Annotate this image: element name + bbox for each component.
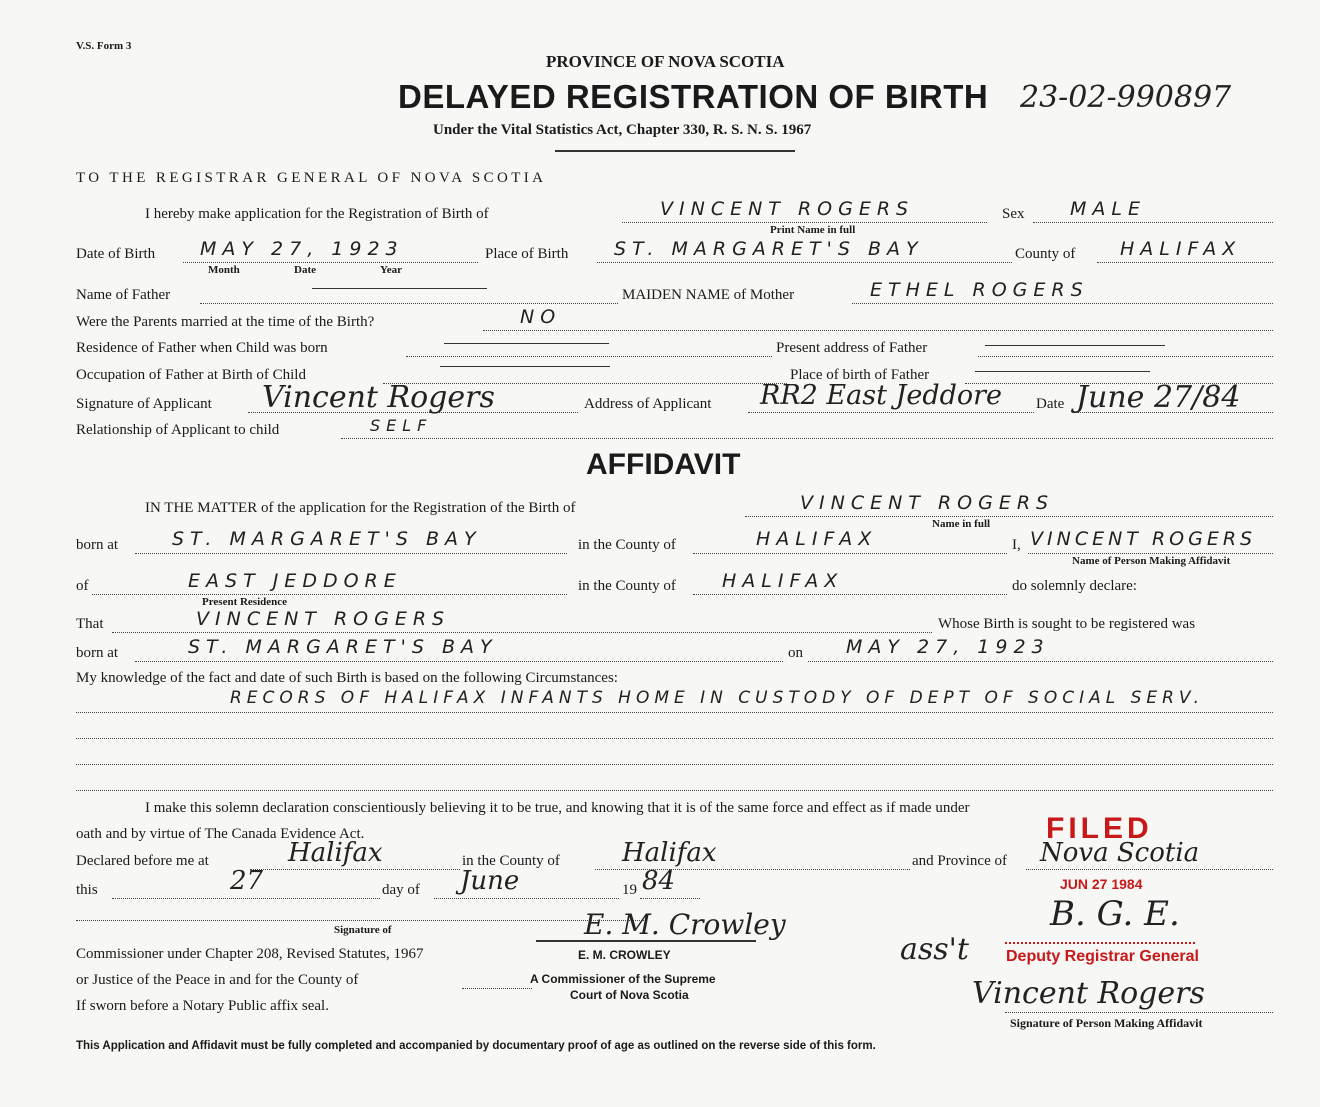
born-at-value: ST. MARGARET'S BAY (172, 528, 482, 550)
in-county-label-3: in the County of (462, 853, 560, 869)
that-line (112, 632, 932, 633)
that-label: That (76, 616, 104, 632)
year-value: 84 (642, 866, 676, 896)
declare-label: do solemnly declare: (1012, 578, 1137, 594)
circumstances-line-4 (76, 790, 1273, 791)
county-label: County of (1015, 246, 1076, 262)
relationship-value: SELF (370, 416, 433, 435)
deponent-line (1028, 553, 1273, 554)
born-at-label: born at (76, 537, 119, 553)
on-line (808, 661, 1273, 662)
province-label: and Province of (912, 853, 1007, 869)
married-value: NO (520, 306, 562, 328)
place-label: Place of Birth (485, 246, 569, 262)
commissioner-line: Commissioner under Chapter 208, Revised Statutes, 1967 (76, 946, 424, 962)
dob-value: MAY 27, 1923 (200, 238, 404, 260)
month-value: June (460, 866, 520, 896)
in-county-label: in the County of (578, 537, 676, 553)
date-label: Date (1036, 396, 1065, 412)
circumstances-line-3 (76, 764, 1273, 765)
place-line (597, 262, 1012, 263)
deponent-signature-line (1005, 1012, 1273, 1013)
child-name-value: VINCENT ROGERS (660, 198, 915, 220)
justice-dots (462, 988, 532, 989)
dob-line (183, 262, 478, 263)
county-line-3 (693, 594, 1007, 595)
residence-hint: Present Residence (202, 596, 288, 608)
sex-label: Sex (1002, 206, 1025, 222)
date-value: June 27/84 (1076, 380, 1241, 415)
place-value: ST. MARGARET'S BAY (614, 238, 924, 260)
that-value: VINCENT ROGERS (196, 608, 451, 630)
father-label: Name of Father (76, 287, 171, 303)
of-label: of (76, 578, 89, 594)
county-value-3: HALIFAX (722, 570, 844, 592)
deputy-registrar-title: Deputy Registrar General (1006, 948, 1199, 965)
stamp-name: E. M. CROWLEY (578, 948, 671, 962)
born-at-label-2: born at (76, 645, 119, 661)
commissioner-signature-line (76, 920, 646, 921)
i-label: I, (1012, 537, 1021, 553)
registrar-initials: B. G. E. (1050, 894, 1180, 934)
affidavit-name-value: VINCENT ROGERS (800, 492, 1055, 514)
father-strike-line (312, 288, 487, 289)
province-line (1026, 869, 1273, 870)
notary-line: If sworn before a Notary Public affix seal. (76, 998, 329, 1014)
affidavit-heading: AFFIDAVIT (586, 448, 741, 481)
form-title: DELAYED REGISTRATION OF BIRTH (398, 78, 989, 115)
registrar-dots (1005, 942, 1195, 944)
declaration-line-1: I make this solemn declaration conscientiously believing it to be true, and knowing that it is of the same force and effect as if made under (145, 800, 970, 816)
present-address-label: Present address of Father (776, 340, 928, 356)
residence-father-label: Residence of Father when Child was born (76, 340, 328, 356)
deponent-value: VINCENT ROGERS (1030, 528, 1257, 550)
signature-of-hint: Signature of (334, 924, 392, 936)
circumstances-value: RECORS OF HALIFAX INFANTS HOME IN CUSTODY OF DEPT OF SOCIAL SERV. (230, 688, 1205, 708)
residence-father-line (406, 356, 772, 357)
present-address-line (978, 356, 1273, 357)
declared-at-line (250, 869, 460, 870)
title-underline (555, 150, 795, 152)
circumstances-line-2 (76, 738, 1273, 739)
declared-label: Declared before me at (76, 853, 209, 869)
month-hint: Month (208, 264, 240, 276)
place-birth-father-label: Place of birth of Father (790, 367, 930, 383)
place-birth-father-strike (975, 371, 1150, 372)
knowledge-label: My knowledge of the fact and date of such Birth is based on the following Circumstances: (76, 670, 618, 686)
date-hint: Date (294, 264, 316, 276)
residence-strike-line (444, 343, 609, 344)
born-at-line (135, 553, 567, 554)
affidavit-name-line (745, 516, 1273, 517)
mother-value: ETHEL ROGERS (870, 279, 1089, 301)
deponent-signature-label: Signature of Person Making Affidavit (1010, 1016, 1203, 1030)
relationship-line (341, 438, 1273, 439)
sex-line (1033, 222, 1273, 223)
mother-line (852, 303, 1273, 304)
commissioner-signature: E. M. Crowley (584, 908, 786, 941)
affidavit-intro: IN THE MATTER of the application for the Registration of the Birth of (145, 500, 576, 516)
father-line (200, 303, 618, 304)
stamp-line-2: Court of Nova Scotia (570, 988, 689, 1002)
county-value: HALIFAX (1120, 238, 1242, 260)
filed-stamp: FILED (1046, 812, 1153, 845)
day-of-label: day of (382, 882, 420, 898)
in-county-label-2: in the County of (578, 578, 676, 594)
declared-county-value: Halifax (622, 838, 717, 868)
month-line (434, 898, 619, 899)
sig-applicant-label: Signature of Applicant (76, 396, 212, 412)
declared-at-value: Halifax (288, 838, 383, 868)
form-subtitle: Under the Vital Statistics Act, Chapter 330, R. S. N. S. 1967 (433, 122, 812, 138)
province-heading: PROVINCE OF NOVA SCOTIA (546, 52, 785, 71)
day-value: 27 (230, 866, 264, 896)
deponent-hint: Name of Person Making Affidavit (1072, 555, 1231, 567)
address-applicant-label: Address of Applicant (584, 396, 712, 412)
sex-value: MALE (1070, 198, 1146, 220)
application-intro: I hereby make application for the Registration of Birth of (145, 206, 489, 222)
stamp-line-1: A Commissioner of the Supreme (530, 972, 716, 986)
declaration-line-2: oath and by virtue of The Canada Evidence Act. (76, 826, 365, 842)
county-line (1097, 262, 1273, 263)
year-line (640, 898, 700, 899)
year-hint: Year (380, 264, 402, 276)
born-at-value-2: ST. MARGARET'S BAY (188, 636, 498, 658)
whose-birth-label: Whose Birth is sought to be registered was (938, 616, 1196, 632)
relationship-label: Relationship of Applicant to child (76, 422, 280, 438)
county-value-2: HALIFAX (756, 528, 878, 550)
mother-label: MAIDEN NAME of Mother (622, 287, 795, 303)
day-line (112, 898, 380, 899)
justice-line: or Justice of the Peace in and for the County of (76, 972, 359, 988)
dob-label: Date of Birth (76, 246, 156, 262)
applicant-signature: Vincent Rogers (262, 380, 495, 415)
married-label: Were the Parents married at the time of the Birth? (76, 314, 375, 330)
registration-number: 23-02-990897 (1020, 80, 1232, 115)
child-name-line (622, 222, 987, 223)
this-label: this (76, 882, 98, 898)
residence-line (92, 594, 567, 595)
province-value: Nova Scotia (1040, 838, 1200, 868)
footer-note: This Application and Affidavit must be fully completed and accompanied by documentary proof of age as outlined on the reverse side of this form. (76, 1040, 876, 1052)
occupation-label: Occupation of Father at Birth of Child (76, 367, 306, 383)
on-value: MAY 27, 1923 (846, 636, 1050, 658)
born-at-line-2 (135, 661, 783, 662)
circumstances-line-1 (76, 712, 1273, 713)
addressee: TO THE REGISTRAR GENERAL OF NOVA SCOTIA (76, 170, 547, 186)
present-address-strike (985, 345, 1165, 346)
name-in-full-hint: Name in full (932, 518, 991, 530)
county-line-2 (693, 553, 1007, 554)
on-label: on (788, 645, 803, 661)
occupation-strike (440, 366, 610, 367)
year-prefix: 19 (622, 882, 637, 898)
asst-note: ass't (900, 932, 969, 967)
address-applicant-line (748, 412, 1034, 413)
residence-value: EAST JEDDORE (188, 570, 402, 592)
deponent-signature: Vincent Rogers (972, 976, 1205, 1011)
address-applicant-value: RR2 East Jeddore (760, 380, 1003, 411)
form-number: V.S. Form 3 (76, 40, 132, 52)
married-line (483, 330, 1273, 331)
print-name-hint: Print Name in full (770, 224, 856, 236)
filed-date: JUN 27 1984 (1060, 876, 1143, 892)
